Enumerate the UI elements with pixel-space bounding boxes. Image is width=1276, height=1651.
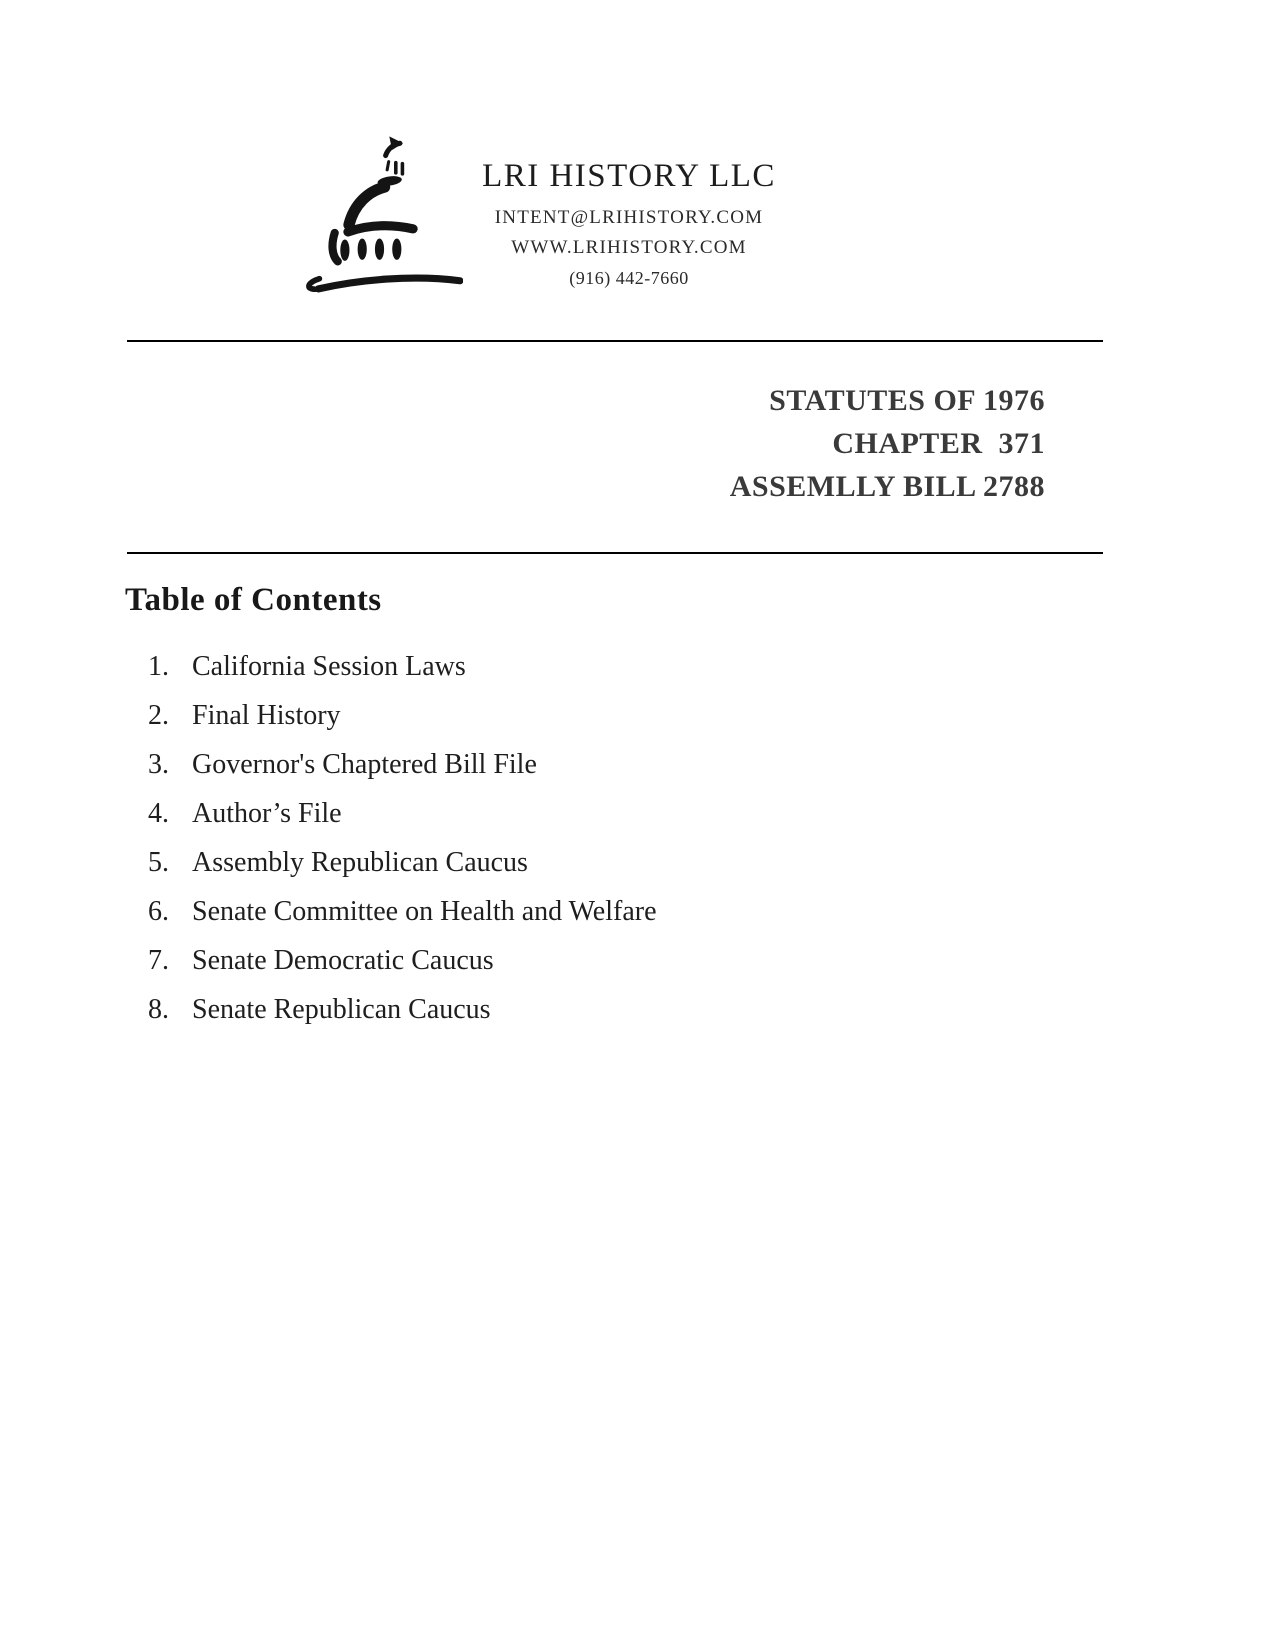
- toc-item: [148, 895, 657, 929]
- toc-item-number: 1.: [148, 651, 169, 682]
- divider-rule-bottom: [127, 552, 1103, 554]
- toc-title: Table of Contents: [125, 582, 382, 618]
- letterhead: [429, 156, 829, 293]
- toc-item-label: Senate Republican Caucus: [192, 994, 491, 1025]
- toc-item-number: 4.: [148, 798, 169, 829]
- company-website: WWW.LRIHISTORY.COM: [511, 237, 747, 258]
- bill-line: ASSEMLLY BILL 2788: [729, 470, 1045, 503]
- divider-rule-top: [127, 340, 1103, 342]
- toc-item-label: California Session Laws: [192, 651, 466, 682]
- toc-item: [148, 797, 657, 831]
- toc-item: [148, 846, 657, 880]
- toc-item: [148, 650, 657, 684]
- chapter-line: CHAPTER 371: [832, 427, 1045, 460]
- toc-list: [148, 650, 657, 1042]
- toc-item-number: 5.: [148, 847, 169, 878]
- toc-item-label: Senate Committee on Health and Welfare: [192, 896, 657, 927]
- toc-item-label: Author’s File: [192, 798, 342, 829]
- toc-item-label: Final History: [192, 700, 341, 731]
- toc-item-number: 3.: [148, 749, 169, 780]
- statutes-line: STATUTES OF 1976: [769, 384, 1045, 417]
- company-email: INTENT@LRIHISTORY.COM: [494, 207, 764, 228]
- toc-item: [148, 944, 657, 978]
- toc-item-number: 6.: [148, 896, 169, 927]
- toc-item: [148, 993, 657, 1027]
- toc-item: [148, 748, 657, 782]
- toc-item-number: 2.: [148, 700, 169, 731]
- toc-item-number: 7.: [148, 945, 169, 976]
- document-info-block: [730, 379, 1045, 508]
- toc-item-label: Senate Democratic Caucus: [192, 945, 494, 976]
- toc-item-label: Assembly Republican Caucus: [192, 847, 528, 878]
- toc-item: [148, 699, 657, 733]
- toc-item-label: Governor's Chaptered Bill File: [192, 749, 537, 780]
- company-name: LRI HISTORY LLC: [482, 158, 776, 194]
- toc-item-number: 8.: [148, 994, 169, 1025]
- company-phone: (916) 442-7660: [569, 268, 689, 288]
